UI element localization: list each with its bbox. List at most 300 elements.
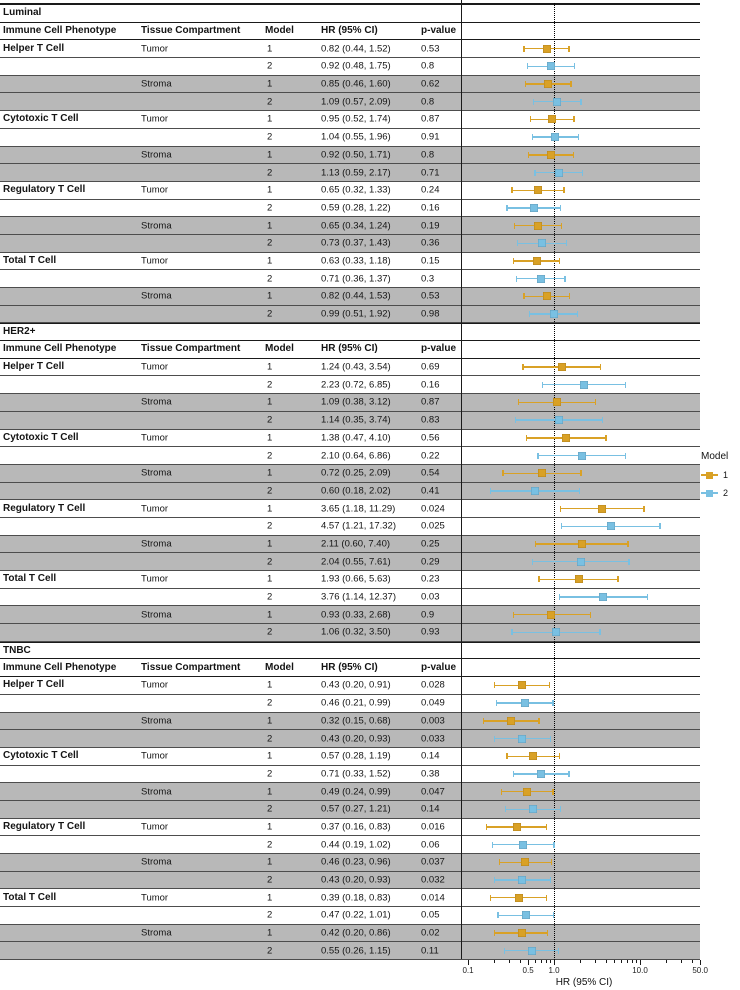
table-row (0, 571, 700, 589)
legend-title: Model (701, 451, 729, 462)
hr-point-marker (534, 222, 542, 230)
ci-cap-right (578, 134, 579, 140)
column-header: Model (265, 343, 294, 355)
hr-point-marker (555, 416, 563, 424)
ci-cap-left (490, 895, 491, 901)
hr-point-marker (518, 876, 526, 884)
ci-cap-right (573, 152, 574, 158)
phenotype-cell: Cytotoxic T Cell (3, 750, 79, 762)
hr-ci-cell: 1.38 (0.47, 4.10) (321, 432, 391, 444)
column-header: p-value (421, 661, 457, 673)
table-row (0, 836, 700, 854)
ci-cap-right (550, 877, 551, 883)
hr-ci-cell: 2.11 (0.60, 7.40) (321, 538, 391, 550)
x-tick-major (700, 960, 701, 965)
table-row (0, 270, 700, 288)
ci-cap-right (577, 311, 578, 317)
model-cell: 2 (267, 626, 273, 638)
table-row (0, 553, 700, 571)
hr-ci-cell: 1.09 (0.38, 3.12) (321, 396, 391, 408)
model-cell: 2 (267, 838, 273, 850)
table-row (0, 164, 700, 182)
table-row (0, 40, 700, 58)
p-value-cell: 0.29 (421, 555, 440, 567)
x-tick-minor (509, 960, 510, 963)
x-tick-label: 1.0 (548, 966, 560, 975)
x-tick-minor (614, 960, 615, 963)
model-cell: 1 (267, 149, 273, 161)
ci-cap-left (532, 559, 533, 565)
column-header: Immune Cell Phenotype (3, 661, 117, 673)
compartment-cell: Stroma (141, 149, 172, 161)
model-cell: 2 (267, 697, 273, 709)
p-value-cell: 0.53 (421, 290, 440, 302)
p-value-cell: 0.87 (421, 396, 440, 408)
x-tick-minor (636, 960, 637, 963)
ci-cap-left (513, 258, 514, 264)
model-cell: 1 (267, 538, 273, 550)
hr-ci-cell: 0.71 (0.33, 1.52) (321, 768, 391, 780)
phenotype-cell: Helper T Cell (3, 361, 65, 373)
ci-cap-right (552, 789, 553, 795)
ci-cap-right (560, 205, 561, 211)
column-header: Model (265, 661, 294, 673)
model-cell: 2 (267, 768, 273, 780)
table-row (0, 465, 700, 483)
compartment-cell: Stroma (141, 467, 172, 479)
ci-cap-right (643, 506, 644, 512)
ci-cap-left (513, 612, 514, 618)
ci-cap-left (530, 116, 531, 122)
ci-cap-right (547, 930, 548, 936)
table-row (0, 58, 700, 76)
p-value-cell: 0.032 (421, 874, 445, 886)
ci-cap-right (625, 453, 626, 459)
compartment-cell: Stroma (141, 290, 172, 302)
ci-cap-right (564, 276, 565, 282)
x-tick-major (528, 960, 529, 965)
model-cell: 1 (267, 42, 273, 54)
x-tick-label: 50.0 (692, 966, 708, 975)
hr-ci-cell: 1.06 (0.32, 3.50) (321, 626, 391, 638)
table-row (0, 819, 700, 837)
ci-cap-right (570, 81, 571, 87)
compartment-cell: Stroma (141, 538, 172, 550)
model-cell: 2 (267, 449, 273, 461)
hr-ci-cell: 0.82 (0.44, 1.53) (321, 290, 391, 302)
p-value-cell: 0.014 (421, 891, 445, 903)
model-cell: 2 (267, 945, 273, 957)
p-value-cell: 0.8 (421, 96, 435, 108)
hr-ci-cell: 0.82 (0.44, 1.52) (321, 42, 391, 54)
ci-cap-right (546, 895, 547, 901)
hr-point-marker (607, 522, 615, 530)
p-value-cell: 0.19 (421, 219, 440, 231)
model-cell: 2 (267, 96, 273, 108)
subtype-section (0, 323, 700, 641)
ci-cap-right (559, 258, 560, 264)
p-value-cell: 0.25 (421, 538, 440, 550)
model-cell: 1 (267, 573, 273, 585)
hr-ci-cell: 0.32 (0.15, 0.68) (321, 715, 391, 727)
x-tick-label: 0.1 (462, 966, 474, 975)
hr-ci-cell: 0.59 (0.28, 1.22) (321, 202, 391, 214)
table-row (0, 235, 700, 253)
ci-cap-left (486, 824, 487, 830)
hr-ci-cell: 0.49 (0.24, 0.99) (321, 785, 391, 797)
model-cell: 2 (267, 874, 273, 886)
ci-cap-left (532, 134, 533, 140)
hr-ci-cell: 0.44 (0.19, 1.02) (321, 838, 391, 850)
ci-cap-left (515, 417, 516, 423)
table-row (0, 111, 700, 129)
ci-cap-left (518, 399, 519, 405)
p-value-cell: 0.8 (421, 149, 435, 161)
column-header: HR (95% CI) (321, 343, 378, 355)
table-row (0, 253, 700, 271)
column-header: Immune Cell Phenotype (3, 25, 117, 37)
table-row (0, 394, 700, 412)
x-tick-minor (595, 960, 596, 963)
hr-point-marker (513, 823, 521, 831)
hr-point-marker (521, 699, 529, 707)
p-value-cell: 0.54 (421, 467, 440, 479)
ci-cap-right (561, 223, 562, 229)
section-title-row (0, 5, 700, 23)
hr-ci-cell: 0.72 (0.25, 2.09) (321, 467, 391, 479)
hr-point-marker (518, 681, 526, 689)
table-row (0, 677, 700, 695)
ci-cap-left (529, 311, 530, 317)
model-cell: 1 (267, 255, 273, 267)
table-row (0, 536, 700, 554)
table-row (0, 182, 700, 200)
table-sections (0, 3, 700, 960)
phenotype-cell: Helper T Cell (3, 679, 65, 691)
hr-point-marker (530, 204, 538, 212)
model-cell: 1 (267, 715, 273, 727)
hr-point-marker (528, 947, 536, 955)
model-cell: 2 (267, 166, 273, 178)
hr-point-marker (548, 115, 556, 123)
model-cell: 1 (267, 184, 273, 196)
p-value-cell: 0.56 (421, 432, 440, 444)
p-value-cell: 0.62 (421, 78, 440, 90)
ci-cap-left (561, 523, 562, 529)
ci-cap-left (497, 912, 498, 918)
ci-cap-right (549, 682, 550, 688)
ci-cap-left (527, 63, 528, 69)
hr-point-marker (534, 186, 542, 194)
column-header: p-value (421, 25, 457, 37)
p-value-cell: 0.025 (421, 520, 445, 532)
column-header: HR (95% CI) (321, 25, 378, 37)
p-value-cell: 0.69 (421, 361, 440, 373)
ci-cap-left (522, 364, 523, 370)
table-row (0, 447, 700, 465)
ci-cap-left (505, 806, 506, 812)
p-value-cell: 0.71 (421, 166, 440, 178)
compartment-cell: Tumor (141, 361, 169, 373)
ci-cap-right (563, 187, 564, 193)
hr-point-marker (555, 169, 563, 177)
ci-cap-left (506, 753, 507, 759)
p-value-cell: 0.3 (421, 272, 435, 284)
ci-cap-left (483, 718, 484, 724)
table-row (0, 76, 700, 94)
x-tick-major (554, 960, 555, 965)
hr-ci-cell: 2.23 (0.72, 6.85) (321, 379, 391, 391)
model-cell: 2 (267, 485, 273, 497)
x-tick-minor (627, 960, 628, 963)
subtype-section (0, 642, 700, 960)
hr-point-marker (558, 363, 566, 371)
ci-cap-right (559, 753, 560, 759)
p-value-cell: 0.15 (421, 255, 440, 267)
hr-point-marker (521, 858, 529, 866)
legend-key-square (706, 490, 713, 497)
compartment-cell: Stroma (141, 785, 172, 797)
hr-ci-cell: 0.46 (0.23, 0.96) (321, 856, 391, 868)
ci-cap-right (568, 771, 569, 777)
p-value-cell: 0.16 (421, 202, 440, 214)
table-row (0, 359, 700, 377)
model-cell: 2 (267, 272, 273, 284)
model-cell: 1 (267, 432, 273, 444)
table-row (0, 925, 700, 943)
x-tick-minor (494, 960, 495, 963)
hr-point-marker (544, 80, 552, 88)
ci-cap-right (566, 240, 567, 246)
p-value-cell: 0.033 (421, 732, 445, 744)
compartment-cell: Stroma (141, 608, 172, 620)
ci-cap-left (526, 435, 527, 441)
model-cell: 1 (267, 679, 273, 691)
compartment-cell: Tumor (141, 750, 169, 762)
phenotype-cell: Total T Cell (3, 891, 57, 903)
hr-point-marker (538, 239, 546, 247)
x-tick-minor (535, 960, 536, 963)
hr-ci-cell: 0.95 (0.52, 1.74) (321, 113, 391, 125)
model-cell: 2 (267, 60, 273, 72)
ci-cap-right (605, 435, 606, 441)
ci-cap-right (595, 399, 596, 405)
legend (701, 451, 740, 498)
model-cell: 1 (267, 467, 273, 479)
table-row (0, 748, 700, 766)
model-cell: 1 (267, 821, 273, 833)
phenotype-cell: Regulatory T Cell (3, 184, 86, 196)
ci-cap-left (534, 170, 535, 176)
model-cell: 2 (267, 131, 273, 143)
model-cell: 2 (267, 591, 273, 603)
ci-cap-right (568, 46, 569, 52)
ci-cap-left (525, 81, 526, 87)
compartment-cell: Tumor (141, 432, 169, 444)
p-value-cell: 0.8 (421, 60, 435, 72)
hr-point-marker (507, 717, 515, 725)
ci-cap-right (553, 842, 554, 848)
ci-cap-right (647, 594, 648, 600)
p-value-cell: 0.14 (421, 750, 440, 762)
table-row (0, 730, 700, 748)
hr-ci-cell: 0.60 (0.18, 2.02) (321, 485, 391, 497)
table-row (0, 783, 700, 801)
ci-cap-left (492, 842, 493, 848)
compartment-cell: Tumor (141, 255, 169, 267)
model-cell: 1 (267, 608, 273, 620)
hr-point-marker (543, 45, 551, 53)
hr-ci-cell: 0.57 (0.27, 1.21) (321, 803, 391, 815)
table-row (0, 942, 700, 960)
table-row (0, 129, 700, 147)
p-value-cell: 0.93 (421, 626, 440, 638)
p-value-cell: 0.9 (421, 608, 435, 620)
model-cell: 1 (267, 856, 273, 868)
hr-ci-cell: 0.39 (0.18, 0.83) (321, 891, 391, 903)
hr-point-marker (552, 628, 560, 636)
compartment-cell: Tumor (141, 42, 169, 54)
x-tick-major (468, 960, 469, 965)
ci-cap-left (502, 470, 503, 476)
ci-cap-right (546, 824, 547, 830)
table-row (0, 376, 700, 394)
hr-point-marker (553, 98, 561, 106)
hr-ci-cell: 0.43 (0.20, 0.93) (321, 874, 391, 886)
ci-cap-right (600, 364, 601, 370)
ci-cap-right (628, 559, 629, 565)
hr-ci-cell: 0.85 (0.46, 1.60) (321, 78, 391, 90)
phenotype-cell: Total T Cell (3, 573, 57, 585)
p-value-cell: 0.83 (421, 414, 440, 426)
table-row (0, 907, 700, 925)
hr-point-marker (550, 310, 558, 318)
ci-cap-left (533, 99, 534, 105)
hr-point-marker (515, 894, 523, 902)
legend-item-model-1 (701, 470, 740, 480)
column-header: Tissue Compartment (141, 343, 241, 355)
compartment-cell: Tumor (141, 184, 169, 196)
hr-ci-cell: 0.73 (0.37, 1.43) (321, 237, 391, 249)
hr-point-marker (531, 487, 539, 495)
ci-cap-left (501, 789, 502, 795)
hr-ci-cell: 4.57 (1.21, 17.32) (321, 520, 396, 532)
hr-ci-cell: 0.43 (0.20, 0.91) (321, 679, 391, 691)
model-cell: 1 (267, 290, 273, 302)
hr-ci-cell: 0.92 (0.50, 1.71) (321, 149, 391, 161)
table-row (0, 854, 700, 872)
hr-ci-cell: 0.37 (0.16, 0.83) (321, 821, 391, 833)
ci-cap-left (523, 46, 524, 52)
legend-key-icon (701, 489, 718, 497)
legend-key-icon (701, 471, 718, 479)
hr-ci-cell: 0.47 (0.22, 1.01) (321, 909, 391, 921)
x-tick-minor (621, 960, 622, 963)
hr-ci-cell: 0.43 (0.20, 0.93) (321, 732, 391, 744)
table-row (0, 624, 700, 642)
legend-item-label: 1 (723, 470, 729, 480)
hr-point-marker (543, 292, 551, 300)
column-header: Tissue Compartment (141, 25, 241, 37)
compartment-cell: Tumor (141, 113, 169, 125)
hr-point-marker (547, 611, 555, 619)
hr-ci-cell: 3.65 (1.18, 11.29) (321, 502, 396, 514)
hr-point-marker (538, 469, 546, 477)
phenotype-cell: Cytotoxic T Cell (3, 113, 79, 125)
table-row (0, 872, 700, 890)
phenotype-cell: Total T Cell (3, 254, 57, 266)
hr-point-marker (529, 805, 537, 813)
model-cell: 2 (267, 237, 273, 249)
p-value-cell: 0.024 (421, 502, 445, 514)
p-value-cell: 0.028 (421, 679, 445, 691)
hr-ci-cell: 1.04 (0.55, 1.96) (321, 131, 391, 143)
p-value-cell: 0.38 (421, 768, 440, 780)
p-value-cell: 0.14 (421, 803, 440, 815)
ci-cap-left (513, 771, 514, 777)
column-header: Model (265, 25, 294, 37)
hr-point-marker (522, 911, 530, 919)
p-value-cell: 0.03 (421, 591, 440, 603)
table-row (0, 713, 700, 731)
ci-cap-right (538, 718, 539, 724)
x-tick-minor (580, 960, 581, 963)
p-value-cell: 0.11 (421, 945, 439, 957)
column-header: HR (95% CI) (321, 661, 378, 673)
hr-point-marker (578, 452, 586, 460)
ci-cap-left (494, 930, 495, 936)
model-cell: 2 (267, 379, 273, 391)
section-title-row (0, 642, 700, 660)
table-row (0, 412, 700, 430)
ci-cap-right (617, 576, 618, 582)
ci-cap-left (535, 541, 536, 547)
ci-cap-left (490, 488, 491, 494)
phenotype-cell: Regulatory T Cell (3, 502, 86, 514)
hr-ci-cell: 0.71 (0.36, 1.37) (321, 272, 391, 284)
table-row (0, 695, 700, 713)
p-value-cell: 0.003 (421, 715, 445, 727)
ci-cap-right (579, 488, 580, 494)
compartment-cell: Tumor (141, 821, 169, 833)
table-row (0, 306, 700, 324)
hr-ci-cell: 2.10 (0.64, 6.86) (321, 449, 391, 461)
column-header: Tissue Compartment (141, 661, 241, 673)
x-tick-minor (666, 960, 667, 963)
ci-cap-right (580, 99, 581, 105)
x-tick-minor (692, 960, 693, 963)
ci-cap-right (558, 948, 559, 954)
p-value-cell: 0.53 (421, 42, 440, 54)
ci-cap-right (551, 859, 552, 865)
table-row (0, 889, 700, 907)
ci-cap-left (559, 594, 560, 600)
hr-ci-cell: 1.09 (0.57, 2.09) (321, 96, 391, 108)
table-row (0, 766, 700, 784)
hr-ci-cell: 3.76 (1.14, 12.37) (321, 591, 396, 603)
hr-point-marker (523, 788, 531, 796)
compartment-cell: Tumor (141, 502, 169, 514)
hr-point-marker (551, 133, 559, 141)
phenotype-cell: Cytotoxic T Cell (3, 431, 79, 443)
hr-point-marker (547, 151, 555, 159)
ci-cap-right (582, 170, 583, 176)
p-value-cell: 0.22 (421, 449, 440, 461)
hr-ci-cell: 0.65 (0.34, 1.24) (321, 219, 391, 231)
p-value-cell: 0.41 (421, 485, 440, 497)
model-cell: 1 (267, 927, 273, 939)
p-value-cell: 0.16 (421, 379, 440, 391)
